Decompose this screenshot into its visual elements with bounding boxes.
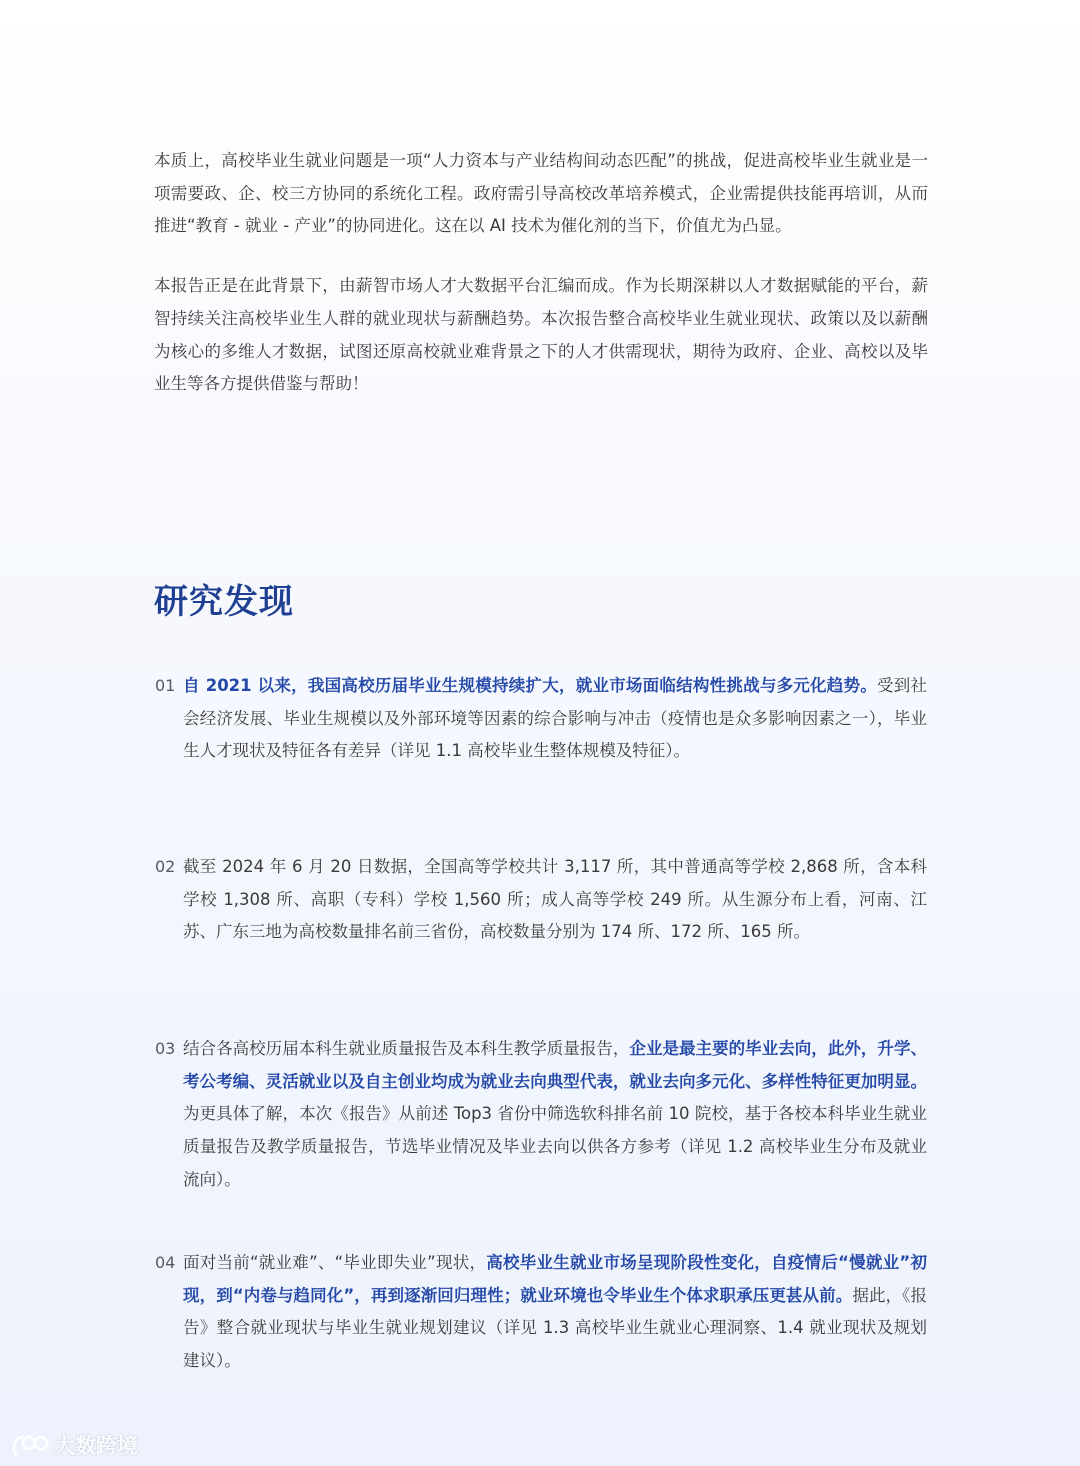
finding-text [183, 1247, 927, 1378]
finding-body: 受到社会经济发展、毕业生规模以及外部环境等因素的综合影响与冲击（疫情也是众多影响因素之一），毕业生人才现状及特征各有差异（详见 1.1 高校毕业生整体规模及特征）。 [183, 676, 927, 761]
finding-highlight: 高校毕业生就业市场呈现阶段性变化，自疫情后“慢就业”初现，到“内卷与趋同化”，再到逐渐回归理性；就业环境也令毕业生个体求职承压更甚从前。 [183, 1253, 927, 1305]
finding-text [183, 851, 927, 949]
intro-paragraph-1: 本质上，高校毕业生就业问题是一项“人力资本与产业结构间动态匹配”的挑战，促进高校毕业生就业是一项需要政、企、校三方协同的系统化工程。政府需引导高校改革培养模式，企业需提供技能再培训，从而推进“教育 - 就业 - 产业”的协同进化。这在以 AI 技术为催化剂的当下，价值尤为凸显。 [154, 151, 928, 236]
section-title: 研究发现 [154, 582, 294, 622]
finding-body: 为更具体了解，本次《报告》从前述 Top3 省份中筛选软科排名前 10 院校，基于各校本科毕业生就业质量报告及教学质量报告，节选毕业情况及毕业去向以供各方参考（详见 1.2 高校毕业生分布及就业流向）。 [183, 1104, 927, 1189]
intro-paragraph-2: 本报告正是在此背景下，由薪智市场人才大数据平台汇编而成。作为长期深耕以人才数据赋能的平台，薪智持续关注高校毕业生人群的就业现状与薪酬趋势。本次报告整合高校毕业生就业现状、政策以及以薪酬为核心的多维人才数据，试图还原高校就业难背景之下的人才供需现状，期待为政府、企业、高校以及毕业生等各方提供借鉴与帮助！ [154, 276, 928, 394]
finding-number: 03 [155, 1039, 176, 1058]
finding-body: 截至 2024 年 6 月 20 日数据，全国高等学校共计 3,117 所，其中普通高等学校 2,868 所，含本科学校 1,308 所、高职（专科）学校 1,560 所；成人高等学校 249 所。从生源分布上看，河南、江苏、广东三地为高校数量排名前三省份，高校数量分别为 174 所、172 所、165 所。 [183, 857, 927, 942]
brand-logo-icon [10, 1431, 50, 1459]
finding-highlight: 企业是最主要的毕业去向，此外，升学、考公考编、灵活就业以及自主创业均成为就业去向典型代表，就业去向多元化、多样性特征更加明显。 [183, 1039, 928, 1091]
watermark [10, 1430, 138, 1460]
finding-item-04 [155, 1247, 927, 1378]
finding-item-01 [155, 670, 927, 768]
finding-highlight: 自 2021 以来，我国高校历届毕业生规模持续扩大，就业市场面临结构性挑战与多元化趋势。 [183, 676, 878, 695]
finding-body: 面对当前“就业难”、“毕业即失业”现状， [183, 1253, 487, 1272]
finding-number: 04 [155, 1253, 176, 1272]
finding-text [183, 1033, 927, 1197]
watermark-text: 大数跨境 [54, 1434, 138, 1458]
finding-item-02 [155, 851, 927, 949]
finding-number: 02 [155, 857, 176, 876]
intro-section [154, 145, 928, 428]
finding-number: 01 [155, 676, 176, 695]
finding-body: 结合各高校历届本科生就业质量报告及本科生教学质量报告， [183, 1039, 630, 1058]
finding-body: 据此，《报告》整合就业现状与毕业生就业规划建议（详见 1.3 高校毕业生就业心理洞察、1.4 就业现状及规划建议）。 [183, 1285, 927, 1371]
finding-text [183, 670, 927, 768]
finding-item-03 [155, 1033, 927, 1197]
